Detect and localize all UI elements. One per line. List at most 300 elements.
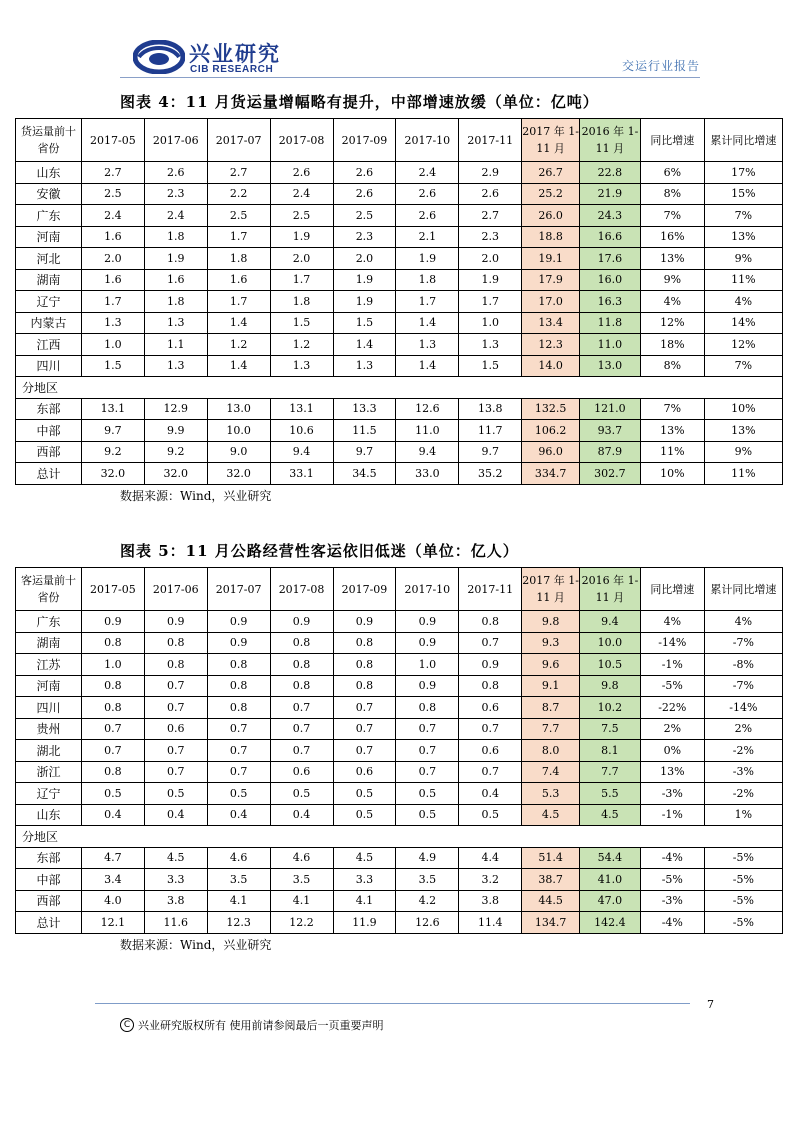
table-cell: 1.6 [144, 269, 207, 291]
table-cell: 33.0 [396, 463, 459, 485]
table-cell: 0.9 [396, 632, 459, 654]
table-cell: -14% [640, 632, 704, 654]
table-cell: 1.6 [81, 226, 144, 248]
table-cell: 10.0 [207, 420, 270, 442]
table-cell: 0.8 [144, 632, 207, 654]
table-cell: 4% [704, 611, 782, 633]
table-cell: 87.9 [580, 441, 641, 463]
table-cell: 0.7 [333, 740, 396, 762]
header-divider [120, 77, 700, 78]
table-cell: 1.7 [396, 291, 459, 313]
table-row [16, 441, 783, 463]
table-cell: 1.7 [459, 291, 522, 313]
table-row [16, 761, 783, 783]
table-cell: 0.5 [144, 783, 207, 805]
column-header: 2017-10 [396, 119, 459, 162]
table-cell: 4.5 [580, 804, 641, 826]
cib-logo [133, 40, 293, 80]
table-cell: 13.0 [580, 355, 641, 377]
freight-volume-table [15, 118, 783, 485]
table-cell: 0.7 [459, 632, 522, 654]
table-cell: 4.2 [396, 890, 459, 912]
table-cell: 11.0 [396, 420, 459, 442]
table-cell: 0.7 [396, 740, 459, 762]
table-cell: 1.9 [333, 269, 396, 291]
table-cell: -7% [704, 632, 782, 654]
table-cell: 2.6 [459, 183, 522, 205]
table-cell: 2.5 [81, 183, 144, 205]
table-row [16, 632, 783, 654]
table-cell: 0.6 [459, 740, 522, 762]
cib-logo-icon [133, 40, 185, 74]
table-row [16, 334, 783, 356]
column-header: 2017-07 [207, 119, 270, 162]
table-cell: 0.9 [333, 611, 396, 633]
column-header: 2017-09 [333, 119, 396, 162]
table-cell: 13.1 [81, 398, 144, 420]
table-cell: 13% [704, 420, 782, 442]
table-cell: 1.3 [270, 355, 333, 377]
table-cell: 0.7 [270, 697, 333, 719]
table-cell: 41.0 [580, 869, 641, 891]
table-cell: 4.0 [81, 890, 144, 912]
table-cell: 54.4 [580, 847, 641, 869]
table-cell: 1.4 [396, 355, 459, 377]
table-cell: 1.8 [207, 248, 270, 270]
table-cell: 1.7 [207, 226, 270, 248]
table-cell: 106.2 [522, 420, 580, 442]
table-cell: 0.7 [207, 740, 270, 762]
row-label: 四川 [16, 355, 82, 377]
table-cell: 10.0 [580, 632, 641, 654]
table-cell: 8% [640, 183, 704, 205]
report-type-label: 交运行业报告 [621, 59, 700, 73]
table-cell: 142.4 [580, 912, 641, 934]
table-cell: 4.6 [207, 847, 270, 869]
row-label: 浙江 [16, 761, 82, 783]
table-cell: 1.4 [396, 312, 459, 334]
row-label: 中部 [16, 869, 82, 891]
table-cell: 0.7 [459, 761, 522, 783]
table-cell: 9% [640, 269, 704, 291]
table-cell: 9.7 [81, 420, 144, 442]
table-cell: 9.8 [522, 611, 580, 633]
row-label: 东部 [16, 398, 82, 420]
table-cell: 1.6 [81, 269, 144, 291]
table-cell: 13.4 [522, 312, 580, 334]
table-cell: 1.9 [333, 291, 396, 313]
table-cell: 33.1 [270, 463, 333, 485]
table-row [16, 611, 783, 633]
table-cell: 0.6 [270, 761, 333, 783]
table-cell: 17.0 [522, 291, 580, 313]
table-cell: 0.7 [144, 697, 207, 719]
table-cell: 11.4 [459, 912, 522, 934]
column-header: 2017 年 1-11 月 [522, 568, 580, 611]
section-label: 分地区 [16, 377, 783, 399]
table-cell: 0.7 [144, 740, 207, 762]
table-cell: -14% [704, 697, 782, 719]
table-cell: 1.0 [81, 654, 144, 676]
table-row [16, 183, 783, 205]
table-cell: 0.7 [81, 718, 144, 740]
section-label: 分地区 [16, 826, 783, 848]
table-cell: 4.9 [396, 847, 459, 869]
table-cell: 2.6 [333, 183, 396, 205]
table-cell: 0.7 [207, 761, 270, 783]
table-cell: -5% [640, 869, 704, 891]
table-cell: 1.9 [459, 269, 522, 291]
table-cell: 16.3 [580, 291, 641, 313]
table-cell: 47.0 [580, 890, 641, 912]
table-cell: 0.9 [270, 611, 333, 633]
table-row [16, 912, 783, 934]
table-cell: 7.5 [580, 718, 641, 740]
table-cell: 4.5 [144, 847, 207, 869]
table-cell: 32.0 [81, 463, 144, 485]
table-cell: 51.4 [522, 847, 580, 869]
copyright-icon: C [120, 1018, 134, 1032]
table-cell: 2.6 [396, 205, 459, 227]
table-cell: 18.8 [522, 226, 580, 248]
table-cell: 12.2 [270, 912, 333, 934]
table-cell: 0.9 [144, 611, 207, 633]
table-cell: 2.3 [333, 226, 396, 248]
table-cell: 3.5 [270, 869, 333, 891]
table-cell: 3.2 [459, 869, 522, 891]
table-cell: 7.4 [522, 761, 580, 783]
column-header: 2017-10 [396, 568, 459, 611]
row-label: 贵州 [16, 718, 82, 740]
table-cell: 1.3 [333, 355, 396, 377]
row-label: 河北 [16, 248, 82, 270]
table-cell: 25.2 [522, 183, 580, 205]
table-cell: 93.7 [580, 420, 641, 442]
table-cell: 11.6 [144, 912, 207, 934]
table-cell: 14.0 [522, 355, 580, 377]
table-cell: 0.7 [333, 697, 396, 719]
table-row [16, 312, 783, 334]
row-label: 总计 [16, 463, 82, 485]
table-cell: 0.8 [81, 761, 144, 783]
table-cell: 0.4 [270, 804, 333, 826]
table-cell: 0.6 [459, 697, 522, 719]
table-cell: -7% [704, 675, 782, 697]
table-4-title: 图表 4：11 月货运量增幅略有提升，中部增速放缓（单位：亿吨） [120, 93, 599, 111]
table-cell: 1.0 [396, 654, 459, 676]
row-label: 山东 [16, 162, 82, 184]
table-cell: 3.4 [81, 869, 144, 891]
table-cell: 9.7 [333, 441, 396, 463]
table-cell: 12.3 [522, 334, 580, 356]
page-number: 7 [707, 998, 714, 1011]
table-cell: 16.6 [580, 226, 641, 248]
logo-text-en: CIB RESEARCH [190, 64, 274, 75]
table-cell: 11.0 [580, 334, 641, 356]
table-row [16, 890, 783, 912]
table-cell: 0.5 [396, 804, 459, 826]
table-cell: 1.9 [144, 248, 207, 270]
table-cell: 1.8 [144, 291, 207, 313]
table-cell: 18% [640, 334, 704, 356]
table-cell: 9.4 [580, 611, 641, 633]
passenger-volume-table [15, 567, 783, 934]
table-cell: 1.8 [270, 291, 333, 313]
table-cell: 2.0 [81, 248, 144, 270]
table-cell: 5.5 [580, 783, 641, 805]
column-header: 2017-09 [333, 568, 396, 611]
table-cell: 8.0 [522, 740, 580, 762]
row-label: 西部 [16, 441, 82, 463]
row-label: 安徽 [16, 183, 82, 205]
column-header: 货运量前十省份 [16, 119, 82, 162]
table-cell: 1.3 [459, 334, 522, 356]
table-row [16, 654, 783, 676]
table-cell: 0.8 [333, 654, 396, 676]
table-row [16, 162, 783, 184]
logo-text-cn: 兴业研究 [189, 42, 281, 66]
table-row [16, 847, 783, 869]
table-cell: 1.9 [396, 248, 459, 270]
table-cell: 1.7 [207, 291, 270, 313]
column-header: 2017-08 [270, 119, 333, 162]
table-row [16, 226, 783, 248]
table-cell: 3.3 [144, 869, 207, 891]
table-cell: 2.9 [459, 162, 522, 184]
table-row [16, 675, 783, 697]
table-cell: 0.4 [144, 804, 207, 826]
table-cell: 7% [640, 205, 704, 227]
table-cell: 12.3 [207, 912, 270, 934]
row-label: 四川 [16, 697, 82, 719]
table-cell: 13.1 [270, 398, 333, 420]
table-cell: 7% [704, 205, 782, 227]
section-row [16, 377, 783, 399]
row-label: 辽宁 [16, 783, 82, 805]
table-cell: 13.8 [459, 398, 522, 420]
table-cell: 13% [640, 761, 704, 783]
table-cell: 0.8 [333, 632, 396, 654]
table-cell: 4.1 [333, 890, 396, 912]
column-header: 2017-05 [81, 568, 144, 611]
table-cell: 0.7 [459, 718, 522, 740]
table-cell: 0.8 [207, 697, 270, 719]
table-cell: 1.8 [396, 269, 459, 291]
table-cell: 132.5 [522, 398, 580, 420]
table-cell: 0.5 [459, 804, 522, 826]
table-cell: 0.8 [459, 611, 522, 633]
table-cell: 0.7 [270, 740, 333, 762]
table-cell: 134.7 [522, 912, 580, 934]
row-label: 江苏 [16, 654, 82, 676]
table-cell: 1.0 [81, 334, 144, 356]
table-cell: 0.8 [207, 654, 270, 676]
table-cell: 9.2 [81, 441, 144, 463]
table-cell: 3.8 [459, 890, 522, 912]
table-cell: 13% [640, 248, 704, 270]
copyright-notice [120, 1017, 384, 1033]
table-cell: 0.6 [333, 761, 396, 783]
table-cell: 0.8 [81, 697, 144, 719]
table-cell: 11% [704, 463, 782, 485]
row-label: 中部 [16, 420, 82, 442]
table-5-title: 图表 5：11 月公路经营性客运依旧低迷（单位：亿人） [120, 542, 519, 560]
table-cell: 0.7 [270, 718, 333, 740]
table-row [16, 269, 783, 291]
table-cell: 11.9 [333, 912, 396, 934]
table-cell: 4% [704, 291, 782, 313]
table-cell: 0.5 [81, 783, 144, 805]
table-cell: 2% [640, 718, 704, 740]
table-row [16, 291, 783, 313]
table-cell: 0.9 [207, 632, 270, 654]
table-cell: 0.4 [459, 783, 522, 805]
table-cell: 9.8 [580, 675, 641, 697]
table-cell: 0.9 [207, 611, 270, 633]
column-header: 累计同比增速 [704, 119, 782, 162]
table-row [16, 205, 783, 227]
row-label: 广东 [16, 611, 82, 633]
table-cell: 0.9 [459, 654, 522, 676]
table-cell: 1.4 [333, 334, 396, 356]
table-cell: 2.4 [396, 162, 459, 184]
column-header: 同比增速 [640, 119, 704, 162]
table-cell: 9.1 [522, 675, 580, 697]
table-cell: 32.0 [207, 463, 270, 485]
table-cell: 2.6 [270, 162, 333, 184]
table-cell: 0.7 [333, 718, 396, 740]
section-row [16, 826, 783, 848]
table-cell: 4.5 [333, 847, 396, 869]
table-cell: 7.7 [522, 718, 580, 740]
table-cell: 12.9 [144, 398, 207, 420]
column-header: 2017-05 [81, 119, 144, 162]
row-label: 广东 [16, 205, 82, 227]
table-cell: 11% [640, 441, 704, 463]
table-cell: 2.3 [459, 226, 522, 248]
table-cell: 0.5 [270, 783, 333, 805]
table-cell: 11.8 [580, 312, 641, 334]
row-label: 湖南 [16, 632, 82, 654]
table-cell: 1.5 [270, 312, 333, 334]
row-label: 总计 [16, 912, 82, 934]
table-row [16, 248, 783, 270]
table-cell: 8.1 [580, 740, 641, 762]
table-cell: 3.3 [333, 869, 396, 891]
table-cell: 10% [640, 463, 704, 485]
table-cell: -8% [704, 654, 782, 676]
table-cell: 0.8 [270, 632, 333, 654]
table-cell: 7% [704, 355, 782, 377]
table-cell: 32.0 [144, 463, 207, 485]
table-cell: 2.3 [144, 183, 207, 205]
table-cell: -22% [640, 697, 704, 719]
table-cell: 4.1 [270, 890, 333, 912]
table-cell: 16% [640, 226, 704, 248]
table-cell: 2.4 [81, 205, 144, 227]
table-cell: 9.3 [522, 632, 580, 654]
table-cell: 0.8 [270, 675, 333, 697]
table-cell: 2.1 [396, 226, 459, 248]
table-cell: 9.0 [207, 441, 270, 463]
table-row [16, 398, 783, 420]
table-cell: 2.4 [144, 205, 207, 227]
table-cell: 9.4 [396, 441, 459, 463]
table-cell: 16.0 [580, 269, 641, 291]
table-cell: -5% [704, 912, 782, 934]
table-cell: 3.5 [207, 869, 270, 891]
table-cell: 302.7 [580, 463, 641, 485]
table-cell: 11.5 [333, 420, 396, 442]
column-header: 2017-07 [207, 568, 270, 611]
table-cell: 12.6 [396, 912, 459, 934]
row-label: 湖南 [16, 269, 82, 291]
table-cell: 11% [704, 269, 782, 291]
table-cell: 4.6 [270, 847, 333, 869]
table-cell: 4% [640, 611, 704, 633]
table-cell: 0.8 [81, 632, 144, 654]
column-header: 2016 年 1-11 月 [580, 568, 641, 611]
table-cell: 13% [704, 226, 782, 248]
row-label: 西部 [16, 890, 82, 912]
footer-divider [95, 1003, 690, 1004]
table-cell: 9.6 [522, 654, 580, 676]
table-cell: -4% [640, 847, 704, 869]
table-5-source: 数据来源：Wind，兴业研究 [120, 938, 272, 952]
table-cell: 22.8 [580, 162, 641, 184]
table-cell: 1.3 [396, 334, 459, 356]
table-row [16, 804, 783, 826]
table-cell: 9.2 [144, 441, 207, 463]
column-header: 2017-06 [144, 568, 207, 611]
table-cell: 0.9 [396, 611, 459, 633]
table-cell: 2.7 [81, 162, 144, 184]
table-cell: 2.0 [333, 248, 396, 270]
table-cell: 26.7 [522, 162, 580, 184]
table-cell: -3% [640, 783, 704, 805]
table-cell: 24.3 [580, 205, 641, 227]
column-header: 2017-08 [270, 568, 333, 611]
page-header [0, 0, 793, 90]
table-cell: 10% [704, 398, 782, 420]
column-header: 2016 年 1-11 月 [580, 119, 641, 162]
table-cell: 9% [704, 248, 782, 270]
table-cell: 17.6 [580, 248, 641, 270]
table-cell: -4% [640, 912, 704, 934]
table-cell: 3.8 [144, 890, 207, 912]
table-cell: 0.4 [81, 804, 144, 826]
table-cell: 0.7 [396, 718, 459, 740]
table-header-row [16, 568, 783, 611]
table-row [16, 420, 783, 442]
table-cell: 10.5 [580, 654, 641, 676]
table-cell: 0.8 [333, 675, 396, 697]
table-cell: 6% [640, 162, 704, 184]
column-header: 累计同比增速 [704, 568, 782, 611]
table-cell: 1.4 [207, 312, 270, 334]
table-cell: 12.6 [396, 398, 459, 420]
table-cell: 1.4 [207, 355, 270, 377]
table-cell: 0.5 [207, 783, 270, 805]
table-cell: 334.7 [522, 463, 580, 485]
table-cell: -2% [704, 783, 782, 805]
table-cell: 1.3 [144, 312, 207, 334]
column-header: 2017-06 [144, 119, 207, 162]
table-cell: 3.5 [396, 869, 459, 891]
row-label: 东部 [16, 847, 82, 869]
table-cell: 0.8 [81, 675, 144, 697]
table-cell: 35.2 [459, 463, 522, 485]
